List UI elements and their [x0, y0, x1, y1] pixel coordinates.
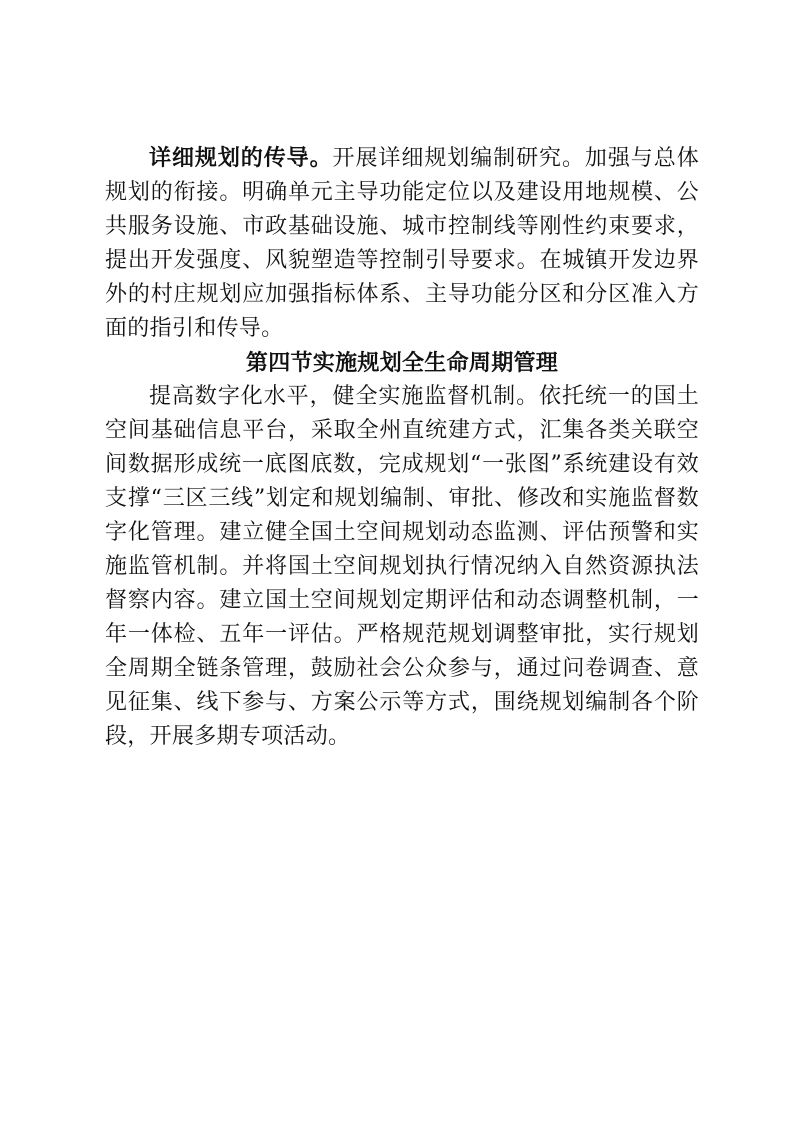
section-heading: 第四节实施规划全生命周期管理: [245, 350, 559, 376]
paragraph-digital-supervision: 提高数字化水平，健全实施监督机制。依托统一的国土空间基础信息平台，采取全州直统建方式，汇集各类关联空间数据形成统一底图底数，完成规划“一张图”系统建设有效支撑“三区三线”划定和规划编制、审批、修改和实施监督数字化管理。建立健全国土空间规划动态监测、评估预警和实施监管机制。并将国土空间规划执行情况纳入自然资源执法督察内容。建立国土空间规划定期评估和动态调整机制，一年一体检、五年一评估。严格规范规划调整审批，实行规划全周期全链条管理，鼓励社会公众参与，通过问卷调查、意见征集、线下参与、方案公示等方式，围绕规划编制各个阶段，开展多期专项活动。: [105, 384, 699, 749]
paragraph-lead-heading: 详细规划的传导。: [149, 145, 333, 171]
paragraph-text: 开展详细规划编制研究。加强与总体规划的衔接。明确单元主导功能定位以及建设用地规模、公共服务设施、市政基础设施、城市控制线等刚性约束要求，提出开发强度、风貌塑造等控制引导要求。在城镇开发边界外的村庄规划应加强指标体系、主导功能分区和分区准入方面的指引和传导。: [105, 146, 699, 341]
paragraph-detailed-planning: [105, 141, 699, 346]
document-body: [105, 141, 699, 754]
